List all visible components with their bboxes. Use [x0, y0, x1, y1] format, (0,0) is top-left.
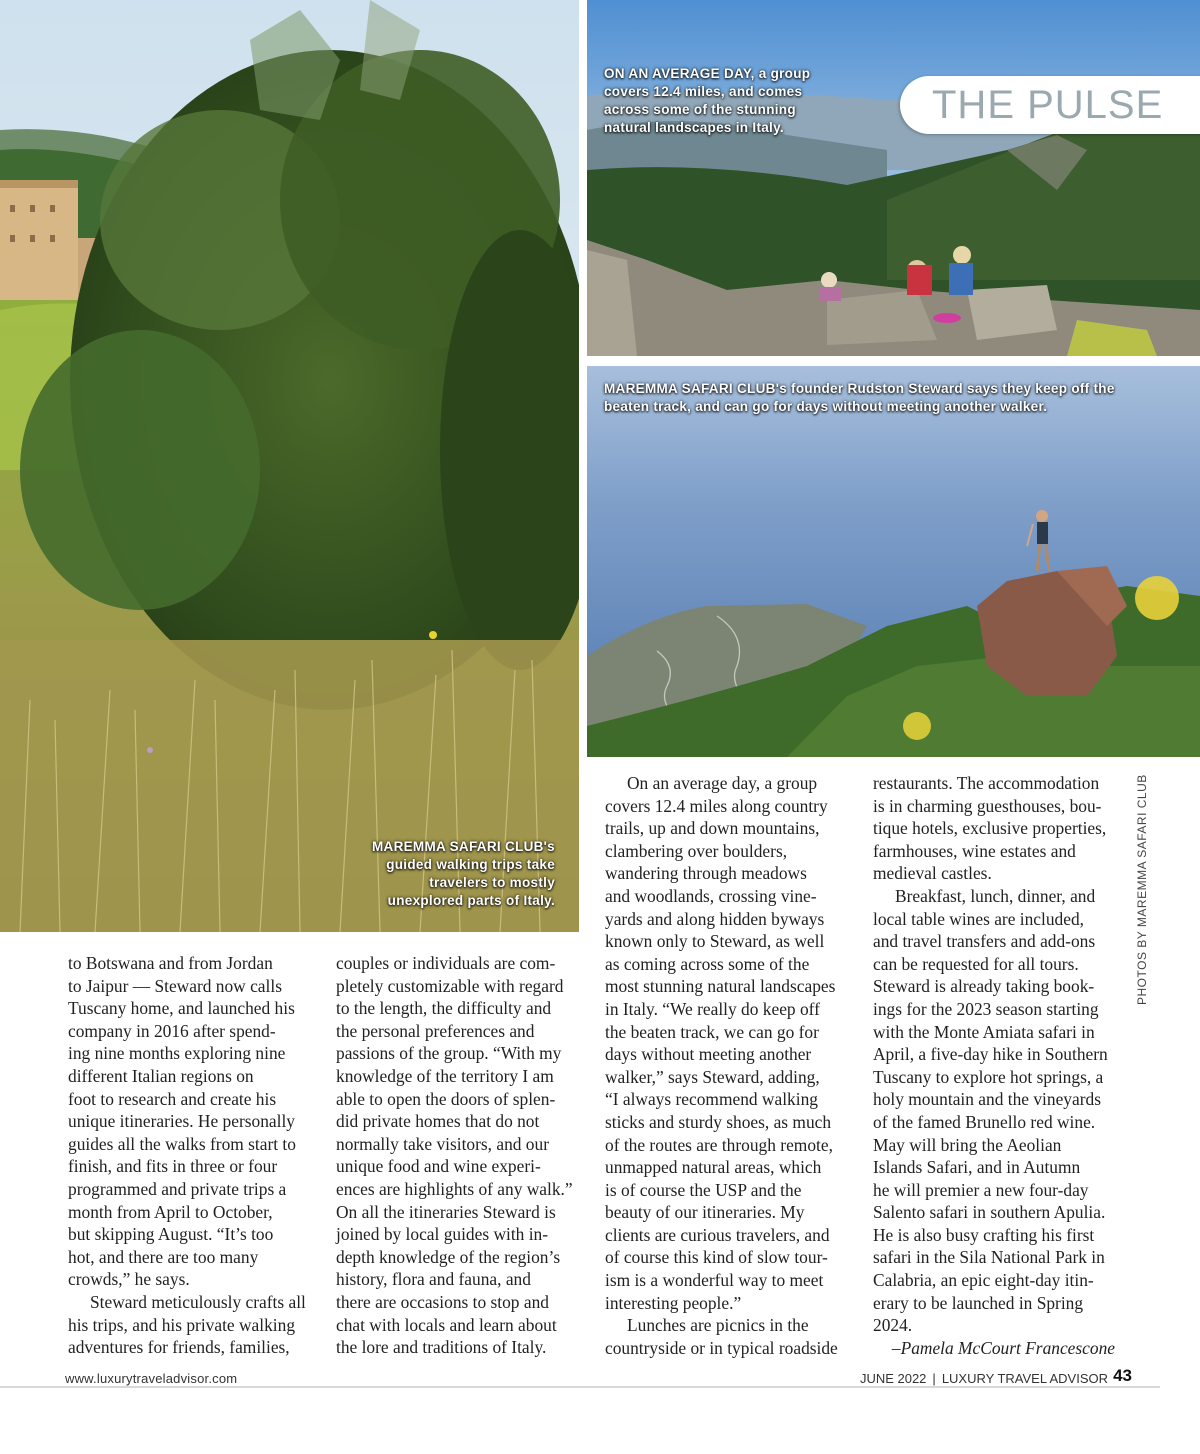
text-line: ings for the 2023 season starting	[873, 998, 1099, 1019]
text-line: to Botswana and from Jordan	[68, 953, 273, 973]
text-line: but skipping August. “It’s too	[68, 1224, 274, 1245]
text-line: chat with locals and learn about	[336, 1314, 557, 1335]
text-line: adventures for friends, families,	[68, 1337, 290, 1358]
text-line: joined by local guides with in-	[336, 1224, 549, 1245]
text-line: most stunning natural landscapes	[605, 976, 836, 997]
text-line: April, a five-day hike in Southern	[873, 1044, 1108, 1065]
text-line: countryside or in typical roadside	[605, 1337, 838, 1358]
text-line: to the length, the difficulty and	[336, 998, 552, 1019]
text-line: Tuscany home, and launched his	[68, 998, 295, 1019]
text-line: depth knowledge of the region’s	[336, 1246, 561, 1267]
text-line: the beaten track, we can go for	[605, 1021, 819, 1042]
text-line: and travel transfers and add-ons	[873, 931, 1096, 952]
text-line: foot to research and create his	[68, 1088, 277, 1109]
photo-tuscan-meadow	[0, 0, 579, 932]
text-line: holy mountain and the vineyards	[873, 1089, 1101, 1110]
photo-credit: PHOTOS BY MAREMMA SAFARI CLUB	[1135, 774, 1149, 1005]
caption-line: guided walking trips take	[386, 857, 555, 872]
caption-line: natural landscapes in Italy.	[604, 120, 784, 135]
text-line: May will bring the Aeolian	[873, 1134, 1062, 1155]
text-line: medieval castles.	[873, 863, 992, 884]
text-line: couples or individuals are com-	[336, 953, 556, 973]
text-line: known only to Steward, as well	[605, 931, 825, 952]
text-line: interesting people.”	[605, 1292, 742, 1313]
section-tab-label: THE PULSE	[932, 83, 1164, 127]
text-line: wandering through meadows	[605, 863, 807, 884]
text-line: history, flora and fauna, and	[336, 1269, 531, 1290]
text-line: tique hotels, exclusive properties,	[873, 818, 1107, 839]
text-line: normally take visitors, and our	[336, 1133, 549, 1154]
text-line: the lore and traditions of Italy.	[336, 1337, 547, 1358]
text-line: pletely customizable with regard	[336, 975, 564, 996]
text-line: Tuscany to explore hot springs, a	[873, 1066, 1104, 1087]
text-line: unique itineraries. He personally	[68, 1111, 295, 1132]
footer-website-link[interactable]: www.luxurytraveladvisor.com	[65, 1371, 238, 1386]
text-line: to Jaipur — Steward now calls	[68, 975, 282, 996]
caption-line: MAREMMA SAFARI CLUB's	[371, 839, 555, 854]
text-line: is of course the USP and the	[605, 1179, 802, 1200]
text-line: company in 2016 after spend-	[68, 1020, 276, 1041]
text-line: different Italian regions on	[68, 1065, 254, 1086]
text-line: farmhouses, wine estates and	[873, 840, 1076, 861]
text-line: as coming across some of the	[605, 953, 810, 974]
caption-line: across some of the stunning	[604, 102, 796, 117]
text-line: trails, up and down mountains,	[605, 818, 820, 839]
text-line: unmapped natural areas, which	[605, 1157, 822, 1178]
text-line: his trips, and his private walking	[68, 1314, 296, 1335]
text-line: there are occasions to stop and	[336, 1291, 549, 1312]
text-line: walker,” says Steward, adding,	[605, 1066, 820, 1087]
text-line: unique food and wine experi-	[336, 1156, 541, 1177]
article-column-4	[873, 772, 1123, 1359]
text-line: with the Monte Amiata safari in	[873, 1021, 1095, 1042]
text-line: knowledge of the territory I am	[336, 1065, 554, 1086]
text-line: Calabria, an epic eight-day itin-	[873, 1270, 1094, 1291]
text-line: On an average day, a group	[627, 773, 818, 793]
text-line: ences are highlights of any walk.”	[336, 1178, 573, 1199]
text-line: ing nine months exploring nine	[68, 1043, 286, 1064]
photo-mountain-hikers	[587, 0, 1200, 356]
text-line: of course this kind of slow tour-	[605, 1247, 828, 1268]
article-column-3	[605, 772, 855, 1359]
text-line: in Italy. “We really do keep off	[605, 998, 820, 1019]
text-line: yards and along hidden byways	[605, 908, 825, 929]
caption-line: beaten track, and can go for days without meeting another walker.	[604, 399, 1048, 414]
author-byline: –Pamela McCourt Francescone	[891, 1337, 1115, 1358]
text-line: sticks and sturdy shoes, as much	[605, 1111, 832, 1132]
text-line: safari in the Sila National Park in	[873, 1247, 1105, 1268]
article-column-1	[68, 952, 318, 1359]
caption-line: ON AN AVERAGE DAY, a group	[604, 66, 811, 81]
text-line: Breakfast, lunch, dinner, and	[895, 885, 1096, 906]
footer-issue-info	[860, 1371, 1108, 1387]
text-line: erary to be launched in Spring	[873, 1292, 1084, 1313]
text-line: Steward meticulously crafts all	[90, 1291, 306, 1312]
text-line: 2024.	[873, 1315, 913, 1336]
text-line: is in charming guesthouses, bou-	[873, 795, 1102, 816]
text-line: beauty of our itineraries. My	[605, 1202, 805, 1223]
text-line: and woodlands, crossing vine-	[605, 885, 817, 906]
text-line: He is also busy crafting his first	[873, 1224, 1095, 1245]
text-line: “I always recommend walking	[605, 1089, 818, 1110]
text-line: can be requested for all tours.	[873, 953, 1079, 974]
text-line: On all the itineraries Steward is	[336, 1201, 556, 1222]
article-column-2	[336, 952, 586, 1359]
text-line: local table wines are included,	[873, 908, 1085, 929]
text-line: he will premier a new four-day	[873, 1179, 1089, 1200]
text-line: Salento safari in southern Apulia.	[873, 1202, 1106, 1223]
text-line: programmed and private trips a	[68, 1178, 287, 1199]
caption-line: unexplored parts of Italy.	[387, 893, 555, 908]
text-line: clients are curious travelers, and	[605, 1224, 830, 1245]
text-line: crowds,” he says.	[68, 1269, 190, 1290]
caption-left-photo	[350, 838, 555, 910]
footer-publication: LUXURY TRAVEL ADVISOR	[941, 1371, 1108, 1386]
caption-line: travelers to mostly	[429, 875, 555, 890]
text-line: hot, and there are too many	[68, 1246, 259, 1267]
text-line: finish, and fits in three or four	[68, 1156, 278, 1177]
text-line: month from April to October,	[68, 1201, 273, 1222]
text-line: ism is a wonderful way to meet	[605, 1270, 824, 1291]
text-line: of the routes are through remote,	[605, 1134, 833, 1155]
text-line: Lunches are picnics in the	[627, 1315, 809, 1336]
text-line: guides all the walks from start to	[68, 1133, 296, 1154]
page-number: 43	[1113, 1366, 1132, 1385]
text-line: clambering over boulders,	[605, 840, 788, 861]
text-line: did private homes that do not	[336, 1111, 540, 1132]
footer-separator: |	[932, 1371, 936, 1386]
caption-line: MAREMMA SAFARI CLUB's founder Rudston Steward says they keep off the	[604, 381, 1115, 396]
caption-line: covers 12.4 miles, and comes	[604, 84, 803, 99]
text-line: the personal preferences and	[336, 1020, 535, 1041]
text-line: days without meeting another	[605, 1044, 812, 1065]
text-line: able to open the doors of splen-	[336, 1088, 556, 1109]
text-line: restaurants. The accommodation	[873, 773, 1100, 793]
text-line: covers 12.4 miles along country	[605, 795, 828, 816]
text-line: passions of the group. “With my	[336, 1043, 562, 1064]
text-line: of the famed Brunello red wine.	[873, 1111, 1096, 1132]
text-line: Steward is already taking book-	[873, 976, 1095, 997]
text-line: Islands Safari, and in Autumn	[873, 1157, 1081, 1178]
caption-mid-right-photo	[604, 380, 1184, 416]
caption-top-right-photo	[604, 65, 829, 137]
footer-issue-date: JUNE 2022	[859, 1371, 927, 1386]
photo-hiker-sea	[587, 366, 1200, 757]
